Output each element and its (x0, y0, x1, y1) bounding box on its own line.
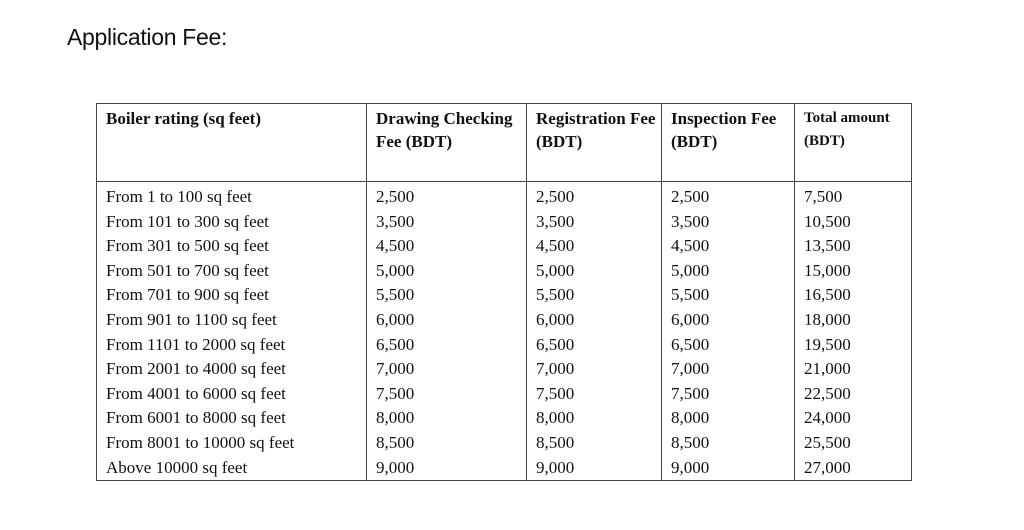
total-amount-cell: 19,500 (795, 333, 912, 358)
total-amount-cell: 21,000 (795, 357, 912, 382)
registration-fee-cell: 5,000 (527, 259, 662, 284)
inspection-fee-cell: 6,500 (662, 333, 795, 358)
drawing-fee-cell: 5,000 (367, 259, 527, 284)
inspection-fee-cell: 6,000 (662, 308, 795, 333)
table-row (97, 431, 912, 456)
application-fee-table (96, 103, 912, 481)
page-title: Application Fee: (67, 24, 228, 50)
table-row (97, 382, 912, 407)
drawing-fee-cell: 4,500 (367, 234, 527, 259)
registration-fee-cell: 5,500 (527, 283, 662, 308)
total-amount-cell: 25,500 (795, 431, 912, 456)
drawing-fee-cell: 7,500 (367, 382, 527, 407)
boiler-rating-cell: From 4001 to 6000 sq feet (97, 382, 367, 407)
boiler-rating-cell: From 701 to 900 sq feet (97, 283, 367, 308)
drawing-fee-cell: 6,000 (367, 308, 527, 333)
registration-fee-cell: 7,500 (527, 382, 662, 407)
total-amount-cell: 27,000 (795, 456, 912, 481)
inspection-fee-cell: 9,000 (662, 456, 795, 481)
boiler-rating-cell: From 2001 to 4000 sq feet (97, 357, 367, 382)
table-row (97, 406, 912, 431)
table-row (97, 210, 912, 235)
boiler-rating-cell: From 301 to 500 sq feet (97, 234, 367, 259)
table-row (97, 182, 912, 210)
drawing-fee-cell: 9,000 (367, 456, 527, 481)
registration-fee-cell: 2,500 (527, 182, 662, 210)
total-amount-cell: 10,500 (795, 210, 912, 235)
registration-fee-cell: 8,000 (527, 406, 662, 431)
table-row (97, 456, 912, 481)
table-row (97, 259, 912, 284)
inspection-fee-cell: 5,500 (662, 283, 795, 308)
header-total-amount: Total amount (BDT) (795, 104, 912, 182)
inspection-fee-cell: 2,500 (662, 182, 795, 210)
drawing-fee-cell: 3,500 (367, 210, 527, 235)
boiler-rating-cell: Above 10000 sq feet (97, 456, 367, 481)
drawing-fee-cell: 2,500 (367, 182, 527, 210)
total-amount-cell: 13,500 (795, 234, 912, 259)
registration-fee-cell: 7,000 (527, 357, 662, 382)
table-row (97, 308, 912, 333)
boiler-rating-cell: From 101 to 300 sq feet (97, 210, 367, 235)
header-inspection-fee: Inspection Fee (BDT) (662, 104, 795, 182)
inspection-fee-cell: 7,500 (662, 382, 795, 407)
table-body (97, 182, 912, 481)
total-amount-cell: 22,500 (795, 382, 912, 407)
registration-fee-cell: 6,500 (527, 333, 662, 358)
boiler-rating-cell: From 901 to 1100 sq feet (97, 308, 367, 333)
boiler-rating-cell: From 501 to 700 sq feet (97, 259, 367, 284)
registration-fee-cell: 8,500 (527, 431, 662, 456)
drawing-fee-cell: 7,000 (367, 357, 527, 382)
inspection-fee-cell: 4,500 (662, 234, 795, 259)
total-amount-cell: 24,000 (795, 406, 912, 431)
header-registration-fee: Registration Fee (BDT) (527, 104, 662, 182)
table-header-row (97, 104, 912, 182)
total-amount-cell: 15,000 (795, 259, 912, 284)
drawing-fee-cell: 8,000 (367, 406, 527, 431)
drawing-fee-cell: 6,500 (367, 333, 527, 358)
boiler-rating-cell: From 1 to 100 sq feet (97, 182, 367, 210)
registration-fee-cell: 3,500 (527, 210, 662, 235)
inspection-fee-cell: 7,000 (662, 357, 795, 382)
total-amount-cell: 16,500 (795, 283, 912, 308)
boiler-rating-cell: From 1101 to 2000 sq feet (97, 333, 367, 358)
header-boiler-rating: Boiler rating (sq feet) (97, 104, 367, 182)
inspection-fee-cell: 8,500 (662, 431, 795, 456)
inspection-fee-cell: 8,000 (662, 406, 795, 431)
inspection-fee-cell: 5,000 (662, 259, 795, 284)
table-row (97, 357, 912, 382)
registration-fee-cell: 4,500 (527, 234, 662, 259)
total-amount-cell: 7,500 (795, 182, 912, 210)
boiler-rating-cell: From 8001 to 10000 sq feet (97, 431, 367, 456)
drawing-fee-cell: 8,500 (367, 431, 527, 456)
inspection-fee-cell: 3,500 (662, 210, 795, 235)
registration-fee-cell: 9,000 (527, 456, 662, 481)
total-amount-cell: 18,000 (795, 308, 912, 333)
drawing-fee-cell: 5,500 (367, 283, 527, 308)
table-row (97, 333, 912, 358)
registration-fee-cell: 6,000 (527, 308, 662, 333)
table-row (97, 234, 912, 259)
table-row (97, 283, 912, 308)
header-drawing-checking-fee: Drawing Checking Fee (BDT) (367, 104, 527, 182)
boiler-rating-cell: From 6001 to 8000 sq feet (97, 406, 367, 431)
